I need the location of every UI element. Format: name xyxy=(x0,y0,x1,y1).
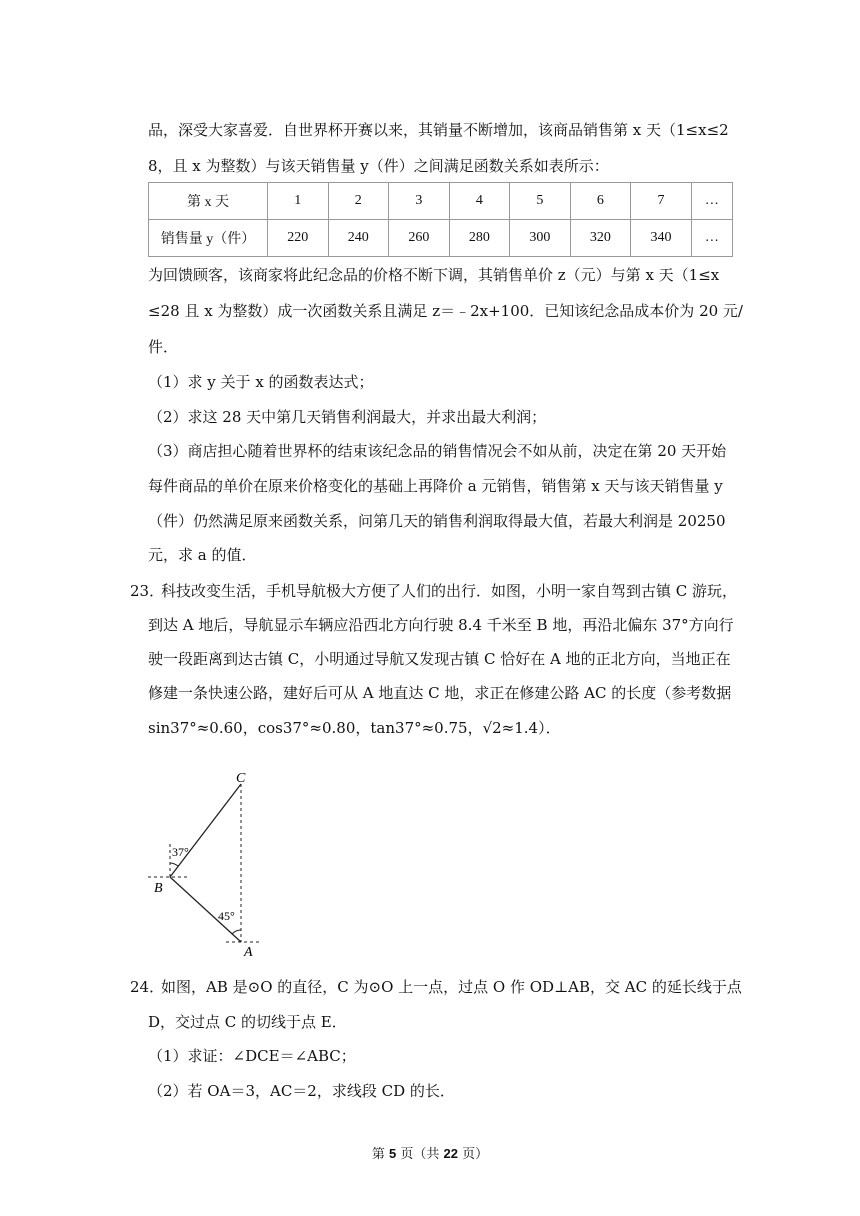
q24-sub-2: （2）若 OA＝3，AC＝2，求线段 CD 的长． xyxy=(148,1082,455,1100)
table-cell: 240 xyxy=(328,220,389,257)
table-row-sales xyxy=(149,220,733,257)
table-cell: 2 xyxy=(328,183,389,220)
q22-sub-3d: 元，求 a 的值． xyxy=(148,546,257,564)
footer-page-number: 5 xyxy=(389,1146,397,1161)
sales-table xyxy=(148,182,733,257)
footer-total-pages: 22 xyxy=(443,1146,458,1161)
table-cell: 4 xyxy=(449,183,510,220)
table-cell: 3 xyxy=(389,183,450,220)
label-b: B xyxy=(154,881,163,896)
q22-sub-3b: 每件商品的单价在原来价格变化的基础上再降价 a 元销售，销售第 x 天与该天销售量 y xyxy=(148,477,723,495)
q23-line-1: 科技改变生活，手机导航极大方便了人们的出行．如图，小明一家自驾到古镇 C 游玩， xyxy=(161,582,738,600)
q22-sub-3a: （3）商店担心随着世界杯的结束该纪念品的销售情况会不如从前，决定在第 20 天开始 xyxy=(148,442,727,460)
label-c: C xyxy=(236,771,246,786)
q24-line-1: 如图，AB 是⊙O 的直径，C 为⊙O 上一点，过点 O 作 OD⊥AB，交 AC 的延长线于点 xyxy=(161,978,742,996)
navigation-diagram xyxy=(140,770,270,960)
q22-line-3: 为回馈顾客，该商家将此纪念品的价格不断下调，其销售单价 z（元）与第 x 天（1≤x xyxy=(148,266,720,284)
q23-line-3: 驶一段距离到达古镇 C，小明通过导航又发现古镇 C 恰好在 A 地的正北方向，当地正在 xyxy=(148,650,731,668)
q22-line-2: 8，且 x 为整数）与该天销售量 y（件）之间满足函数关系如表所示： xyxy=(148,157,609,175)
table-cell: 7 xyxy=(631,183,692,220)
segment-bc xyxy=(170,784,241,877)
q24-line-2: D，交过点 C 的切线于点 E． xyxy=(148,1013,347,1031)
q22-line-5: 件． xyxy=(148,338,179,356)
q24-sub-1: （1）求证：∠DCE＝∠ABC； xyxy=(148,1047,356,1065)
table-cell: 1 xyxy=(268,183,329,220)
table-cell: 6 xyxy=(570,183,631,220)
table-cell: 220 xyxy=(268,220,329,257)
table-cell: 340 xyxy=(631,220,692,257)
q23-line-2: 到达 A 地后，导航显示车辆应沿西北方向行驶 8.4 千米至 B 地，再沿北偏东 37°方向行 xyxy=(148,616,734,634)
table-cell: 320 xyxy=(570,220,631,257)
table-cell: 5 xyxy=(510,183,571,220)
table-cell: 280 xyxy=(449,220,510,257)
table-cell: 260 xyxy=(389,220,450,257)
page-footer xyxy=(0,1143,860,1162)
angle-label-45: 45° xyxy=(218,909,235,923)
table-cell: … xyxy=(691,183,732,220)
q23-number: 23． xyxy=(130,582,165,600)
q22-sub-2: （2）求这 28 天中第几天销售利润最大，并求出最大利润； xyxy=(148,408,547,426)
table-header-day: 第 x 天 xyxy=(149,183,268,220)
table-row-day xyxy=(149,183,733,220)
footer-prefix: 第 xyxy=(371,1147,390,1162)
q23-line-4: 修建一条快速公路，建好后可从 A 地直达 C 地，求正在修建公路 AC 的长度（参考数据 xyxy=(148,684,732,702)
q22-sub-1: （1）求 y 关于 x 的函数表达式； xyxy=(148,373,374,391)
table-cell: … xyxy=(691,220,732,257)
q23-line-5: sin37°≈0.60，cos37°≈0.80，tan37°≈0.75，√2≈1.4）． xyxy=(148,719,561,737)
q22-line-1: 品，深受大家喜爱．自世界杯开赛以来，其销量不断增加，该商品销售第 x 天（1≤x≤2 xyxy=(148,121,729,139)
angle-arc-b xyxy=(170,863,178,866)
footer-middle: 页（共 xyxy=(396,1147,444,1162)
angle-label-37: 37° xyxy=(172,845,189,859)
label-a: A xyxy=(244,945,253,960)
angle-arc-a xyxy=(232,930,241,934)
table-header-sales: 销售量 y（件） xyxy=(149,220,268,257)
q24-number: 24． xyxy=(130,978,165,996)
footer-suffix: 页） xyxy=(457,1147,489,1162)
q22-sub-3c: （件）仍然满足原来函数关系，问第几天的销售利润取得最大值，若最大利润是 20250 xyxy=(148,512,726,530)
table-cell: 300 xyxy=(510,220,571,257)
q22-line-4: ≤28 且 x 为整数）成一次函数关系且满足 z＝﹣2x+100．已知该纪念品成本价为 20 元/ xyxy=(148,302,743,320)
